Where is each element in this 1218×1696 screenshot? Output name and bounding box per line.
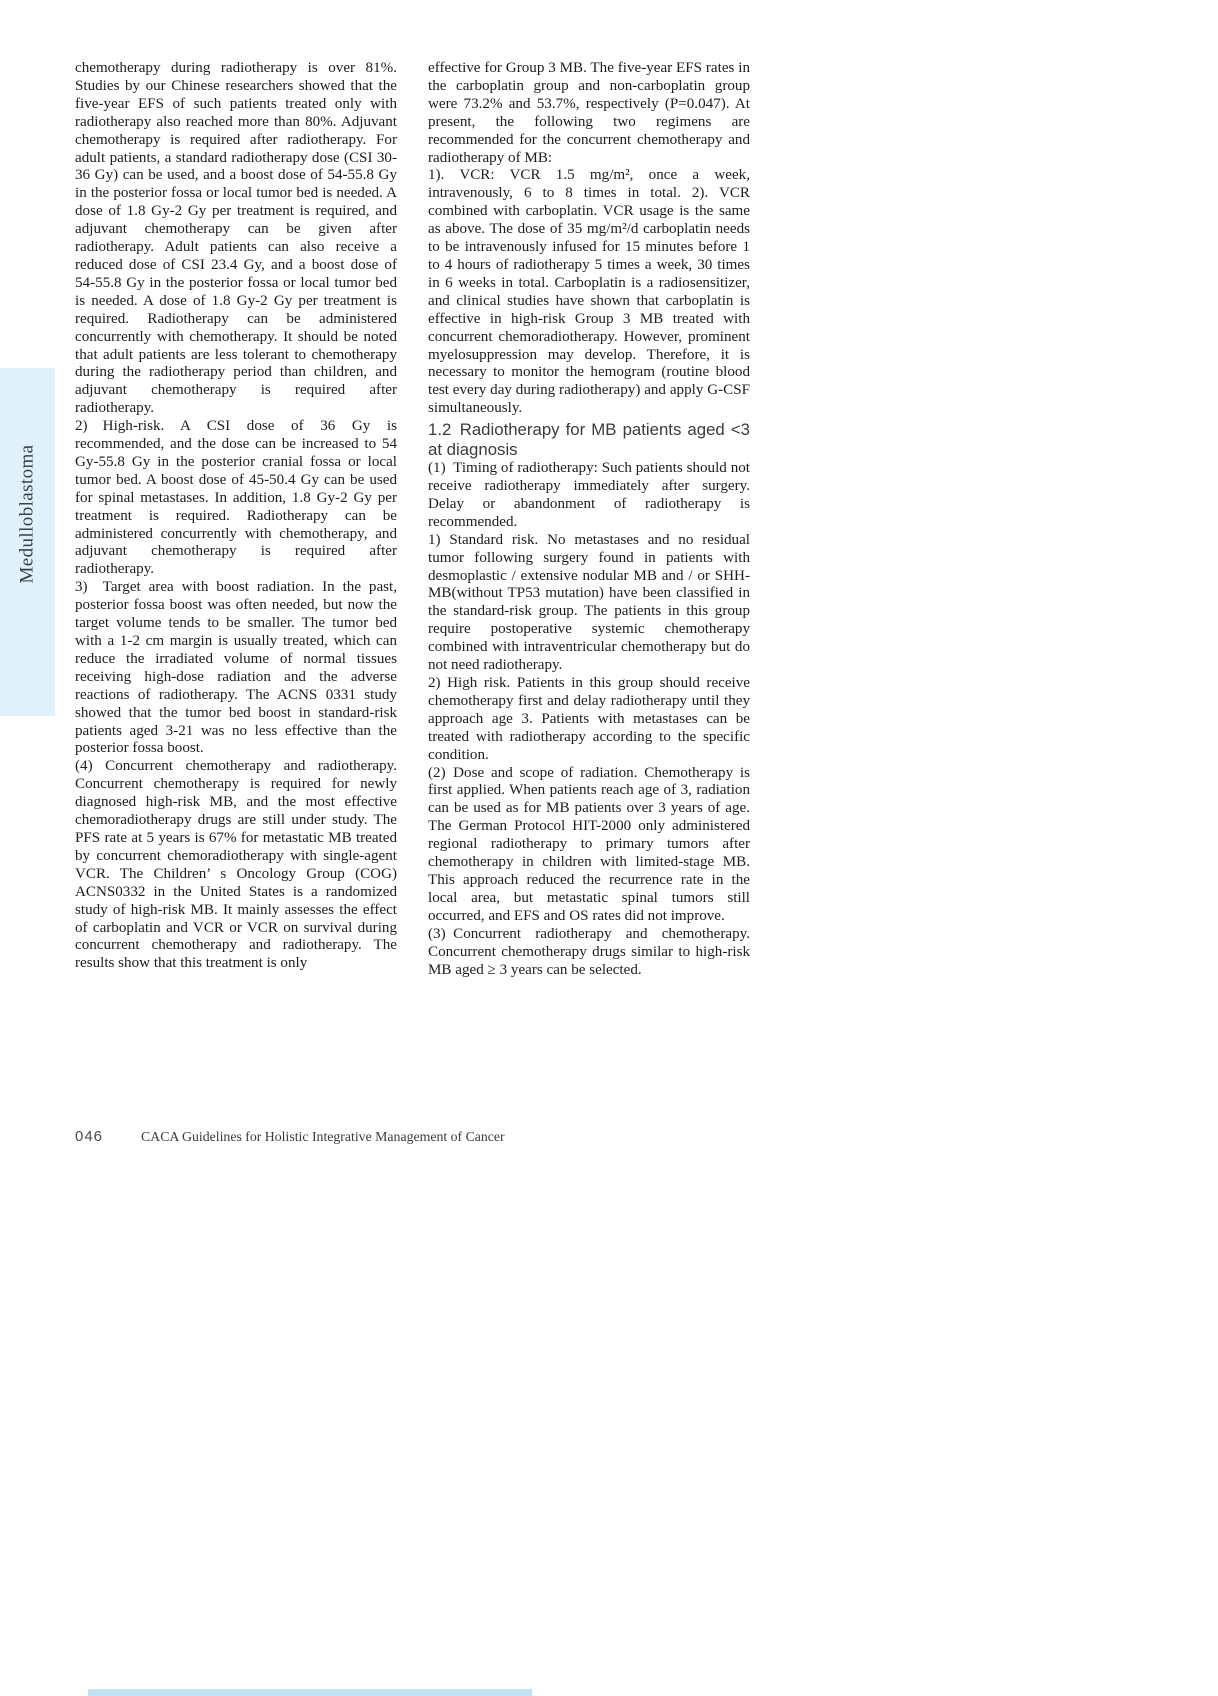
body-paragraph: (3) Concurrent radiotherapy and chemotherapy. Concurrent chemotherapy drugs similar to high-risk MB aged ≥ 3 years can be selected. [428,925,750,978]
body-paragraph: 3) Target area with boost radiation. In the past, posterior fossa boost was often needed, but now the target volume tends to be smaller. The tumor bed with a 1-2 cm margin is usually treated, which can reduce the irradiated volume of normal tissues receiving high-dose radiation and the adverse reactions of radiotherapy. The ACNS 0331 study showed that the tumor bed boost in standard-risk patients aged 3-21 was no less effective than the posterior fossa boost. [75,579,397,757]
body-paragraph: (1) Timing of radiotherapy: Such patients should not receive radiotherapy immediately after surgery. Delay or abandonment of radiotherapy is recommended. [428,460,750,530]
body-paragraph: 1). VCR: VCR 1.5 mg/m², once a week, intravenously, 6 to 8 times in total. 2). VCR combined with carboplatin. VCR usage is the same as above. The dose of 35 mg/m²/d carboplatin needs to be intravenously infused for 15 minutes before 1 to 4 hours of radiotherapy 5 times a week, 30 times in 6 weeks in total. Carboplatin is a radiosensitizer, and clinical studies have shown that carboplatin is effective in high-risk Group 3 MB treated with concurrent chemoradiotherapy. However, prominent myelosuppression may develop. Therefore, it is necessary to monitor the hemogram (routine blood test every day during radiotherapy) and apply G-CSF simultaneously. [428,167,750,417]
chapter-side-tab [0,368,55,716]
section-heading: 1.2 Radiotherapy for MB patients aged <3 at diagnosis [428,420,750,459]
body-paragraph: 1) Standard risk. No metastases and no residual tumor following surgery found in patients with desmoplastic / extensive nodular MB and / or SHH-MB(without TP53 mutation) have been classified in the standard-risk group. The patients in this group require postoperative systemic chemotherapy combined with intraventricular chemotherapy but do not need radiotherapy. [428,531,750,674]
body-paragraph: (2) Dose and scope of radiation. Chemotherapy is first applied. When patients reach age of 3, radiation can be used as for MB patients over 3 years of age. The German Protocol HIT-2000 only administered regional radiotherapy to primary tumors after chemotherapy in children with limited-stage MB. This approach reduced the recurrence rate in the local area, but metastatic spinal tumors still occurred, and EFS and OS rates did not improve. [428,764,750,924]
right-column [428,60,750,979]
chapter-side-tab-label: Medulloblastoma [16,444,38,584]
left-column [75,60,397,979]
body-paragraph: chemotherapy during radiotherapy is over 81%. Studies by our Chinese researchers showed that the five-year EFS of such patients treated only with radiotherapy also reached more than 80%. Adjuvant chemotherapy is required after radiotherapy. For adult patients, a standard radiotherapy dose (CSI 30-36 Gy) can be used, and a boost dose of 54-55.8 Gy in the posterior fossa or local tumor bed is needed. A dose of 1.8 Gy-2 Gy per treatment is required, and adjuvant chemotherapy can be given after radiotherapy. Adult patients can also receive a reduced dose of CSI 23.4 Gy, and a boost dose of 54-55.8 Gy in the posterior fossa or local tumor bed is needed. A dose of 1.8 Gy-2 Gy per treatment is required. Radiotherapy can be administered concurrently with chemotherapy. It should be noted that adult patients are less tolerant to chemotherapy during the radiotherapy period than children, and adjuvant chemotherapy is required after radiotherapy. [75,60,397,417]
body-paragraph: (4) Concurrent chemotherapy and radiotherapy. Concurrent chemotherapy is required for newly diagnosed high-risk MB, and the most effective chemoradiotherapy drugs are still under study. The PFS rate at 5 years is 67% for metastatic MB treated by concurrent chemoradiotherapy with single-agent VCR. The Children’ s Oncology Group (COG) ACNS0332 in the United States is a randomized study of high-risk MB. It mainly assesses the effect of carboplatin and VCR or VCR on survival during concurrent chemotherapy and radiotherapy. The results show that this treatment is only [75,758,397,972]
bottom-accent-bar [88,1689,532,1696]
page-body [75,60,750,979]
footer-title: CACA Guidelines for Holistic Integrative Management of Cancer [141,1129,505,1144]
body-paragraph: 2) High-risk. A CSI dose of 36 Gy is recommended, and the dose can be increased to 54 Gy-55.8 Gy in the posterior cranial fossa or local tumor bed. A boost dose of 45-50.4 Gy can be used for spinal metastases. In addition, 1.8 Gy-2 Gy per treatment is required. Radiotherapy can be administered concurrently with chemotherapy, and adjuvant chemotherapy is required after radiotherapy. [75,418,397,578]
page-footer [75,1128,505,1145]
body-paragraph: 2) High risk. Patients in this group should receive chemotherapy first and delay radiotherapy until they approach age 3. Patients with metastases can be treated with radiotherapy according to the specific condition. [428,675,750,763]
body-paragraph: effective for Group 3 MB. The five-year EFS rates in the carboplatin group and non-carboplatin group were 73.2% and 53.7%, respectively (P=0.047). At present, the following two regimens are recommended for the concurrent chemotherapy and radiotherapy of MB: [428,60,750,166]
page-number: 046 [75,1128,104,1145]
